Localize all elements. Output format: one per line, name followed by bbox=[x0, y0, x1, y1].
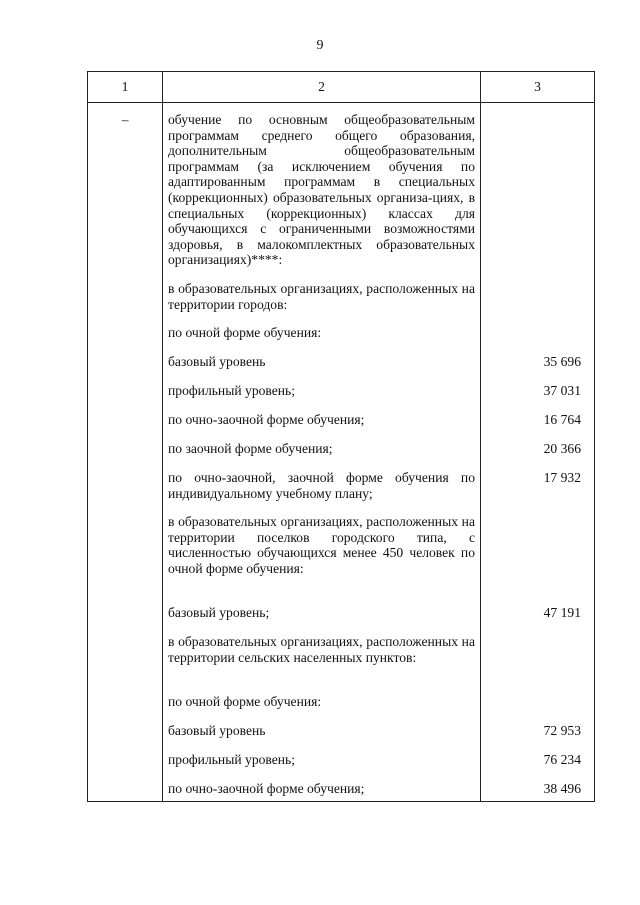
column-header-2: 2 bbox=[163, 72, 481, 103]
column-header-3: 3 bbox=[481, 72, 595, 103]
row-text-0: обучение по основным общеобразовательным программам среднего общего образования, дополнительным общеобразовательным программам (за исключением обучения по адаптированным программам в специальных (коррекционных) образовательных организа-циях, в специальных (коррекционных) классах для обучающихся с ограниченными возможностями здоровья, в малокомплектных образовательных организациях)****: bbox=[168, 112, 475, 268]
row-dash: – bbox=[88, 103, 163, 802]
row-value-2 bbox=[486, 325, 581, 354]
row-value-14: 38 496 bbox=[543, 781, 581, 796]
description-cell bbox=[163, 103, 481, 802]
row-value-3: 35 696 bbox=[543, 354, 581, 369]
row-value-9: 47 191 bbox=[543, 605, 581, 620]
row-text-4: профильный уровень; bbox=[168, 383, 296, 398]
row-value-0 bbox=[486, 112, 581, 281]
row-text-10: в образовательных организациях, расположенных на территории сельских населенных пунктов: bbox=[168, 634, 475, 665]
value-cell bbox=[481, 103, 595, 802]
row-text-11: по очной форме обучения: bbox=[168, 694, 322, 709]
row-value-7: 17 932 bbox=[543, 470, 581, 485]
row-text-14: по очно-заочной форме обучения; bbox=[168, 781, 365, 796]
row-text-3: базовый уровень bbox=[168, 354, 266, 369]
budget-table bbox=[87, 71, 595, 802]
table-header-row bbox=[88, 72, 595, 103]
page-number: 9 bbox=[316, 38, 324, 53]
row-text-5: по очно-заочной форме обучения; bbox=[168, 412, 365, 427]
table-row bbox=[88, 103, 595, 802]
row-text-7: по очно-заочной, заочной форме обучения по индивидуальному учебному плану; bbox=[168, 470, 475, 501]
row-value-11 bbox=[486, 694, 581, 723]
row-value-13: 76 234 bbox=[543, 752, 581, 767]
row-value-5: 16 764 bbox=[543, 412, 581, 427]
row-text-1: в образовательных организациях, расположенных на территории городов: bbox=[168, 281, 475, 312]
row-value-12: 72 953 bbox=[543, 723, 581, 738]
row-text-6: по заочной форме обучения; bbox=[168, 441, 333, 456]
row-text-2: по очной форме обучения: bbox=[168, 325, 322, 340]
row-value-1 bbox=[486, 281, 581, 325]
row-value-10 bbox=[486, 634, 581, 694]
row-text-8: в образовательных организациях, расположенных на территории поселков городского типа, с численностью обучающихся менее 450 человек по очной форме обучения: bbox=[168, 514, 475, 576]
row-value-6: 20 366 bbox=[543, 441, 581, 456]
row-value-4: 37 031 bbox=[543, 383, 581, 398]
row-text-13: профильный уровень; bbox=[168, 752, 296, 767]
column-header-1: 1 bbox=[88, 72, 163, 103]
row-text-12: базовый уровень bbox=[168, 723, 266, 738]
row-value-8 bbox=[486, 514, 581, 605]
row-text-9: базовый уровень; bbox=[168, 605, 270, 620]
